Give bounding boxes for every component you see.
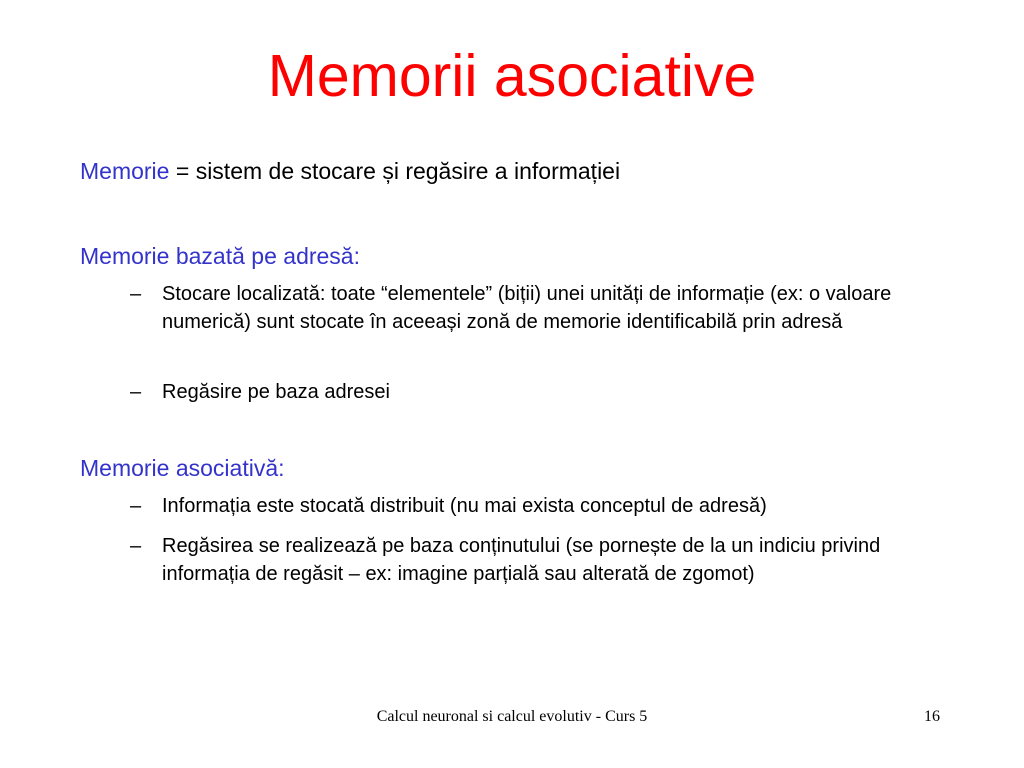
bullet-text: Regăsire pe baza adresei [162,381,390,403]
bullet-address-retrieval [130,378,940,406]
footer-course: Calcul neuronal si calcul evolutiv - Curs 5 [376,708,648,725]
bullet-content-retrieval [130,532,940,588]
bullet-dash: – [130,535,142,557]
bullet-text: Informația este stocată distribuit (nu mai exista conceptul de adresă) [162,495,767,517]
bullet-text: Regăsirea se realizează pe baza conținutului (se pornește de la un indiciu privind informația de regăsit – ex: imagine parțială sau alterată de zgomot) [162,535,881,585]
definition-line [80,155,620,187]
section-heading-associative: Memorie asociativă: [80,455,285,481]
bullet-distributed-storage [130,492,940,520]
bullet-dash: – [130,283,142,305]
definition-term: Memorie [80,158,170,184]
definition-equals: = [169,158,196,184]
bullet-localized-storage [130,280,940,336]
definition-text: sistem de stocare și regăsire a informației [195,158,621,184]
footer-page-number: 16 [924,708,940,725]
section-heading-address: Memorie bazată pe adresă: [80,243,360,269]
slide-title: Memorii asociative [267,43,757,109]
bullet-dash: – [130,495,142,517]
bullet-dash: – [130,381,142,403]
bullet-text: Stocare localizată: toate “elementele” (biții) unei unități de informație (ex: o valoare numerică) sunt stocate în aceeași zonă de memorie identificabilă prin adresă [162,283,892,333]
